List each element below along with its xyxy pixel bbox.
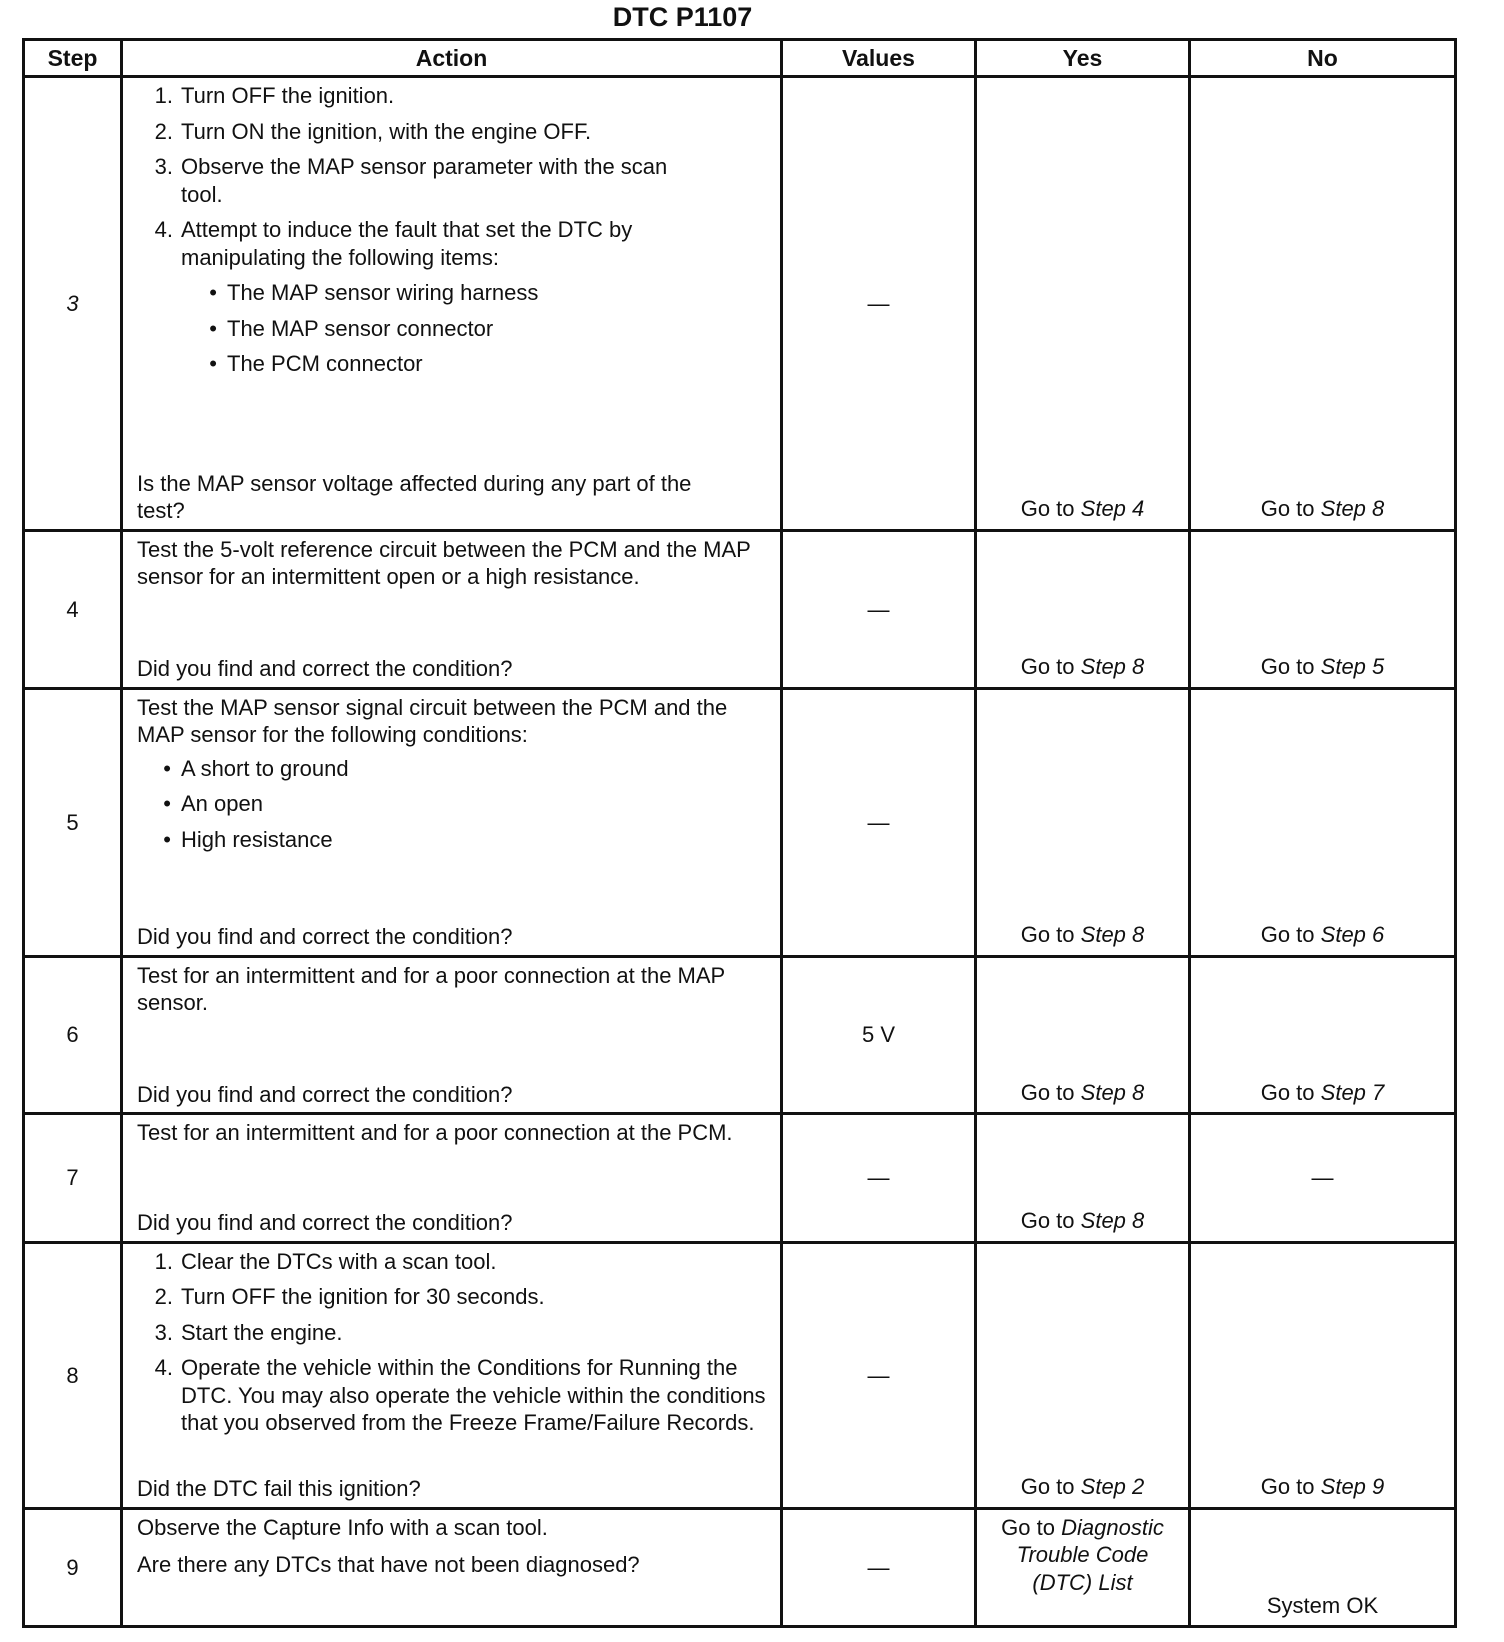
bullet-list: [137, 755, 768, 854]
list-item: [137, 826, 768, 854]
no-link[interactable]: [1199, 1079, 1446, 1107]
page-title: DTC P1107: [612, 2, 753, 32]
go-to-target: Step 6: [1320, 922, 1385, 948]
value-cell: [782, 1242, 976, 1508]
go-to-label: Go to: [1001, 1514, 1055, 1540]
numbered-steps: [137, 1248, 768, 1437]
question-text: Did you find and correct the condition?: [137, 1210, 513, 1236]
go-to-label: Go to: [1260, 496, 1315, 522]
no-cell: [1190, 1114, 1456, 1243]
go-to-label: Go to: [1020, 922, 1075, 948]
list-item: [137, 153, 697, 208]
go-to-target: Step 9: [1320, 1474, 1385, 1500]
action-cell: [122, 1508, 782, 1626]
step-number: 5: [24, 688, 122, 956]
step-number: 6: [24, 956, 122, 1113]
list-number: 4.: [154, 1355, 173, 1381]
go-to-label: Go to: [1020, 654, 1075, 680]
yes-link[interactable]: [985, 921, 1180, 949]
list-text: Turn ON the ignition, with the engine OFF.: [181, 118, 592, 144]
bullet-icon: •: [163, 755, 171, 781]
diagnostic-table: [22, 38, 1457, 1628]
list-number: 3.: [154, 1319, 173, 1345]
action-cell: [122, 530, 782, 688]
yes-link[interactable]: [985, 1514, 1180, 1597]
list-text: Turn OFF the ignition for 30 seconds.: [181, 1284, 545, 1310]
action-cell: [122, 688, 782, 956]
table-row-step-3: [24, 77, 1456, 531]
go-to-target: Step 8: [1080, 1079, 1145, 1105]
list-number: 1.: [154, 83, 173, 108]
list-text: Turn OFF the ignition.: [181, 83, 395, 108]
value-cell: [782, 688, 976, 956]
list-item: [137, 755, 768, 783]
table-row-step-4: [24, 530, 1456, 688]
action-cell: [122, 1242, 782, 1508]
no-cell: [1190, 77, 1456, 531]
no-text: —: [1311, 1165, 1334, 1191]
list-item: [137, 118, 768, 146]
question-text: Did you find and correct the condition?: [137, 1081, 513, 1107]
list-number: 1.: [154, 1248, 173, 1274]
go-to-label: Go to: [1020, 1208, 1075, 1234]
list-item: [183, 279, 768, 307]
step-number: 7: [24, 1114, 122, 1243]
value-cell: [782, 956, 976, 1113]
list-text: The MAP sensor connector: [227, 315, 494, 341]
yes-link[interactable]: [985, 1473, 1180, 1501]
no-cell: [1190, 688, 1456, 956]
action-text: Test the 5-volt reference circuit between the PCM and the MAP sensor for an intermittent open or a high resistance.: [137, 536, 751, 590]
question-text: Did you find and correct the condition?: [137, 656, 513, 682]
list-item: [137, 216, 717, 271]
bullet-icon: •: [209, 280, 217, 305]
question-text: Are there any DTCs that have not been diagnosed?: [137, 1552, 640, 1578]
table-row-step-5: [24, 688, 1456, 956]
list-text: Attempt to induce the fault that set the DTC by manipulating the following items:: [181, 217, 633, 270]
header-yes: Yes: [976, 40, 1190, 77]
go-to-target: Step 2: [1080, 1474, 1145, 1500]
list-item: [183, 315, 768, 343]
no-cell: [1190, 530, 1456, 688]
no-link[interactable]: [1199, 495, 1446, 523]
no-cell: [1190, 1242, 1456, 1508]
bullet-icon: •: [209, 351, 217, 376]
yes-cell: [976, 956, 1190, 1113]
yes-cell: [976, 1508, 1190, 1626]
question-text: Is the MAP sensor voltage affected during any part of the test?: [137, 470, 692, 524]
yes-cell: [976, 77, 1190, 531]
list-number: 3.: [154, 154, 173, 179]
table-row-step-7: [24, 1114, 1456, 1243]
step-number: 8: [24, 1242, 122, 1508]
go-to-target: Step 8: [1080, 922, 1145, 948]
action-text: Test the MAP sensor signal circuit between the PCM and the MAP sensor for the following conditions:: [137, 694, 728, 748]
list-number: 2.: [154, 118, 173, 144]
list-item: [183, 350, 768, 378]
action-text: Observe the Capture Info with a scan tool.: [137, 1514, 548, 1540]
list-text: The MAP sensor wiring harness: [227, 280, 539, 305]
action-cell: [122, 956, 782, 1113]
yes-cell: [976, 530, 1190, 688]
list-item: [137, 1354, 768, 1437]
go-to-target: Step 8: [1320, 496, 1385, 522]
go-to-target: Step 5: [1320, 654, 1385, 680]
value-cell: [782, 530, 976, 688]
yes-link[interactable]: [985, 1079, 1180, 1107]
value-cell: [782, 77, 976, 531]
list-text: A short to ground: [181, 755, 349, 781]
go-to-label: Go to: [1260, 1079, 1315, 1105]
action-cell: [122, 77, 782, 531]
header-step: Step: [24, 40, 122, 77]
yes-cell: [976, 1114, 1190, 1243]
list-number: 2.: [154, 1284, 173, 1310]
value-text: —: [867, 596, 890, 622]
no-text: System OK: [1266, 1592, 1379, 1618]
go-to-label: Go to: [1020, 1079, 1075, 1105]
value-text: —: [867, 1362, 890, 1388]
no-link[interactable]: [1199, 653, 1446, 681]
list-text: Observe the MAP sensor parameter with the scan tool.: [181, 154, 668, 207]
question-text: Did the DTC fail this ignition?: [137, 1476, 421, 1502]
no-cell: [1190, 956, 1456, 1113]
value-text: 5 V: [861, 1022, 896, 1048]
step-number: 3: [24, 77, 122, 531]
header-action: Action: [122, 40, 782, 77]
bullet-icon: •: [163, 791, 171, 817]
value-text: —: [867, 1554, 890, 1580]
go-to-target: Step 8: [1080, 1208, 1145, 1234]
no-link[interactable]: [1199, 921, 1446, 949]
go-to-label: Go to: [1020, 496, 1075, 522]
no-cell: [1190, 1508, 1456, 1626]
bullet-icon: •: [163, 826, 171, 852]
list-item: [137, 1319, 768, 1347]
step-number: 4: [24, 530, 122, 688]
go-to-label: Go to: [1020, 1474, 1075, 1500]
table-row-step-6: [24, 956, 1456, 1113]
value-cell: [782, 1114, 976, 1243]
step-number: 9: [24, 1508, 122, 1626]
go-to-target: Step 7: [1320, 1079, 1385, 1105]
go-to-target: Diagnostic Trouble Code (DTC) List: [1016, 1514, 1164, 1595]
header-row: [24, 40, 1456, 77]
list-number: 4.: [154, 217, 173, 242]
list-text: An open: [181, 791, 263, 817]
numbered-steps: [137, 82, 768, 271]
table-row-step-9: [24, 1508, 1456, 1626]
value-text: —: [867, 1165, 890, 1191]
list-item: [137, 82, 768, 110]
table-row-step-8: [24, 1242, 1456, 1508]
go-to-label: Go to: [1260, 654, 1315, 680]
yes-link[interactable]: [985, 653, 1180, 681]
go-to-label: Go to: [1260, 1474, 1315, 1500]
question-text: Did you find and correct the condition?: [137, 924, 513, 950]
action-cell: [122, 1114, 782, 1243]
yes-cell: [976, 1242, 1190, 1508]
list-text: The PCM connector: [227, 351, 423, 376]
value-text: —: [867, 290, 890, 316]
list-item: [137, 790, 768, 818]
list-text: Start the engine.: [181, 1319, 343, 1345]
list-text: High resistance: [181, 826, 333, 852]
bullet-icon: •: [209, 315, 217, 341]
action-text: Test for an intermittent and for a poor connection at the PCM.: [137, 1120, 733, 1146]
header-values: Values: [782, 40, 976, 77]
list-item: [137, 1283, 768, 1311]
go-to-target: Step 4: [1080, 496, 1145, 522]
value-text: —: [867, 809, 890, 835]
list-item: [137, 1248, 768, 1276]
yes-cell: [976, 688, 1190, 956]
list-text: Operate the vehicle within the Conditions for Running the DTC. You may also operate the vehicle within the conditions that you observed from the Freeze Frame/Failure Records.: [181, 1355, 766, 1436]
no-link[interactable]: [1199, 1473, 1446, 1501]
list-text: Clear the DTCs with a scan tool.: [181, 1248, 497, 1274]
action-text: Test for an intermittent and for a poor connection at the MAP sensor.: [137, 962, 725, 1016]
bullet-list: [183, 279, 768, 378]
yes-link[interactable]: [985, 495, 1180, 523]
go-to-label: Go to: [1260, 922, 1315, 948]
yes-link[interactable]: [985, 1207, 1180, 1235]
go-to-target: Step 8: [1080, 654, 1145, 680]
value-cell: [782, 1508, 976, 1626]
header-no: No: [1190, 40, 1456, 77]
